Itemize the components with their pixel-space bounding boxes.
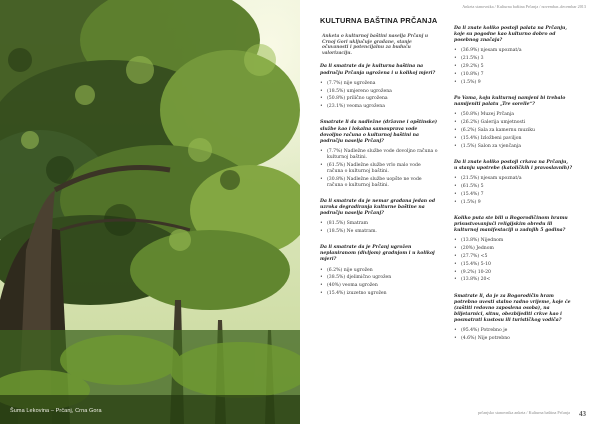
answer-item: • (10.8%) 7	[454, 72, 572, 78]
answer-item: • (1.5%) 9	[454, 200, 572, 206]
answer-item: • (61.5%) 5	[454, 184, 572, 190]
answer-item: • (95.4%) Potrebno je	[454, 328, 572, 334]
answer-list	[320, 81, 438, 111]
photo-caption: Šuma Lekovina – Prčanj, Crna Gora	[10, 408, 102, 414]
article-page	[300, 0, 600, 424]
running-header: Anketa stanovnika / Kulturna baština Prčanja / novembar–decembar 2013	[462, 4, 586, 9]
answer-item: • (50.8%) Muzej Prčanja	[454, 112, 572, 118]
answer-item: • (13.8%) Nijednom	[454, 238, 572, 244]
answer-item: • (7.7%) Nadležne službe vode dovoljno računa o kulturnoj baštini.	[320, 149, 438, 161]
question: Smatrate li da nadležne (državne i opštinske) službe kao i lokalna samouprava vode dovoljno računa o kulturnoj baštini na području naselja Prčanj?	[320, 120, 438, 144]
answer-list	[454, 328, 572, 342]
answer-item: • (36.9%) njesam upoznat/a	[454, 48, 572, 54]
answer-item: • (23.1%) veoma ugrožena	[320, 104, 438, 110]
question: Da li smatrate da je kulturna baština na području Prčanja ugrožena i u kolikoj mjeri?	[320, 64, 436, 76]
answer-item: • (27.7%) <5	[454, 254, 572, 260]
question: Da li znate koliko postoji crkava na Prčanju, u stanju upotrebe (katoličkih i pravoslavnih)?	[454, 159, 573, 171]
answer-item: • (7.7%) nije ugrožena	[320, 81, 438, 87]
page-number: 43	[579, 410, 586, 418]
answer-list	[320, 149, 438, 189]
answer-item: • (30.8%) Nadležne službe uopšte ne vode računa o kulturnoj baštini.	[320, 177, 438, 189]
answer-item: • (13.8%) 20<	[454, 277, 572, 283]
question: Koliko puta ste bili u Bogorodičinom hramu prisustvovanjući religijskim obredu ili kulturnoj manifestaciji u zadnjih 5 godina?	[454, 215, 568, 233]
answer-item: • (15.4%) Izložbeni paviljon	[454, 136, 572, 142]
answer-item: • (20%) Jednom	[454, 246, 572, 252]
answer-item: • (61.5%) Nadležne službe vrlo malo vode računa o kulturnoj baštini.	[320, 163, 438, 175]
answer-item: • (1.5%) 9	[454, 80, 572, 86]
question: Da li znate koliko postoji palata na Prčanju, koje su pogodne kao kulturno dobro od posebnog značaja?	[454, 26, 567, 44]
answer-item: • (81.5%) Smatram	[320, 221, 438, 227]
question: Po Vama, koju kulturnoj namjeni bi trebalo namijeniti palatu „Tre sorelle“?	[454, 95, 566, 108]
answer-item: • (38.5%) djelimično ugrožen	[320, 275, 438, 281]
answer-list	[454, 48, 572, 86]
answer-list	[454, 238, 572, 284]
running-footer: prčanjsko stanovnika anketa / Kulturna baština Prčanja	[477, 410, 570, 415]
answer-item: • (26.2%) Galerija umjetnosti	[454, 120, 572, 126]
article-title: KULTURNA BAŠTINA PRČANJA	[320, 16, 438, 25]
answer-item: • (29.2%) 5	[454, 64, 572, 70]
question: Smatrate li, da je za Bogorodičin hram potrebno uvesti stalno radno vrijeme, koje će (zaštiti redovno zaposlena osoba), na biljetarnici, sitnu, obezbijediti crkve kao i posmatrati kustosu ili turističkog vodiča?	[454, 293, 571, 323]
answer-item: • (6.2%) nije ugrožen	[320, 268, 438, 274]
answer-item: • (21.5%) njesam upoznat/a	[454, 176, 572, 182]
answer-item: • (50.8%) prilično ugrožena	[320, 96, 438, 102]
article-intro: Anketa o kulturnoj baštini naselja Prčanj u Crnoj Gori uključuje građane, stanje očuvanosti i potencijalnu za buduću valorizaciju.	[322, 34, 429, 56]
answer-item: • (15.4%) izuzetno ugrožen	[320, 291, 438, 297]
question: Da li smatrate da je Prčanj ugrožen neplaniranom (divljom) gradnjom i u kolikoj mjeri?	[320, 245, 435, 263]
left-column	[320, 18, 438, 307]
answer-item: • (1.5%) Salon za vjenčanja	[454, 144, 572, 150]
answer-item: • (15.4%) 7	[454, 192, 572, 198]
answer-item: • (15.4%) 5-10	[454, 262, 572, 268]
answer-item: • (4.6%) Nije potrebno	[454, 336, 572, 342]
answer-list	[320, 221, 438, 235]
answer-item: • (18.5%) umjereno ugrožena	[320, 89, 438, 95]
answer-list	[320, 268, 438, 298]
answer-item: • (40%) veoma ugrožen	[320, 283, 438, 289]
question: Da li smatrate da je nemar građana jedan od uzroka degradiranja kulturne baštine na području naselja Prčanj?	[320, 198, 436, 217]
answer-item: • (9.2%) 10-20	[454, 270, 572, 276]
answer-item: • (6.2%) Sala za kamernu muziku	[454, 128, 572, 134]
answer-item: • (18.5%) Ne smatram.	[320, 229, 438, 235]
answer-list	[454, 112, 572, 150]
right-column	[454, 26, 572, 352]
answer-item: • (21.5%) 3	[454, 56, 572, 62]
answer-list	[454, 176, 572, 206]
